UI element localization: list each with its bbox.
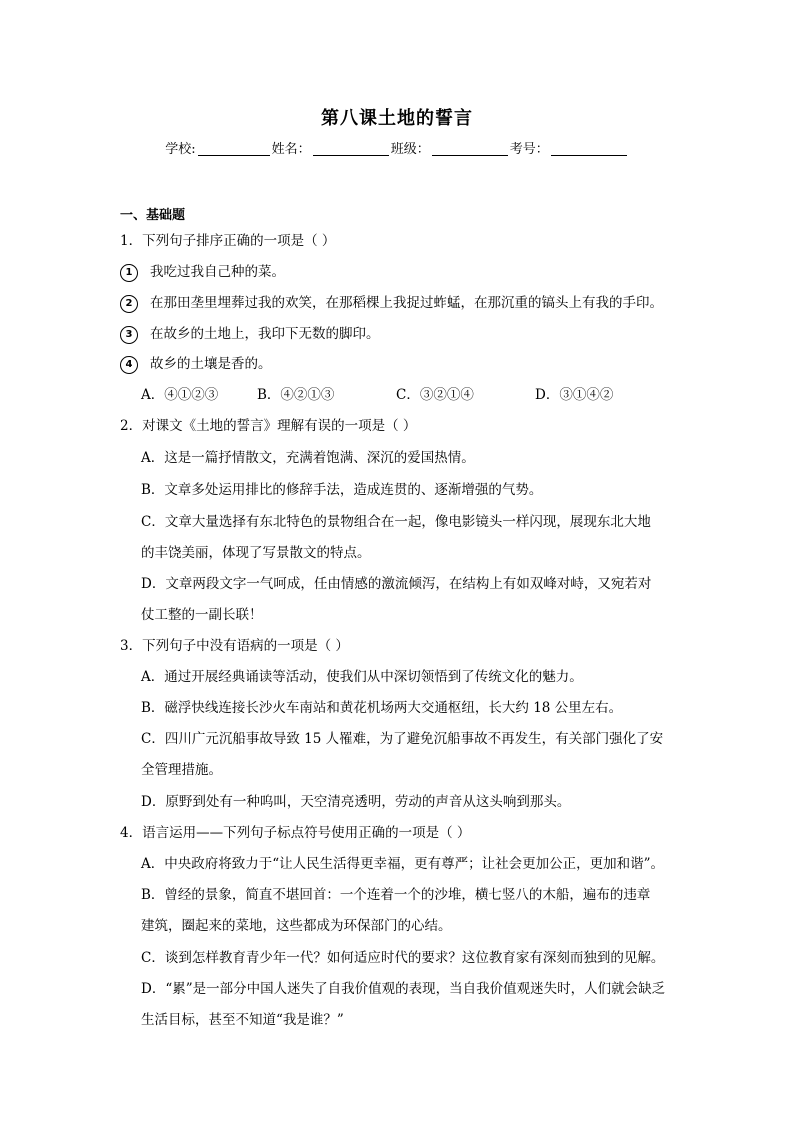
q3-option-d: D．原野到处有一种呜叫，天空清亮透明，劳动的声音从这头响到那头。	[141, 794, 571, 810]
q2-option-c-line2: 的丰饶美丽，体现了写景散文的特点。	[141, 545, 371, 561]
document-title: 第八课土地的誓言	[321, 108, 473, 129]
circled-number-icon: 4	[120, 356, 138, 374]
class-blank	[432, 141, 508, 156]
question-1-stem: 1．下列句子排序正确的一项是（ ）	[120, 233, 336, 249]
question-4-stem: 4．语言运用——下列句子标点符号使用正确的一项是（ ）	[120, 825, 471, 841]
q4-option-c: C．谈到怎样教育青少年一代？如何适应时代的要求？这位教育家有深刻而独到的见解。	[141, 950, 665, 966]
q4-option-b-line2: 建筑，圈起来的菜地，这些都成为环保部门的心结。	[141, 918, 452, 934]
q1-item-text: 在故乡的土地上，我印下无数的脚印。	[150, 326, 380, 342]
question-2-stem: 2．对课文《土地的誓言》理解有误的一项是（ ）	[120, 418, 417, 434]
number-blank	[551, 141, 627, 156]
school-label: 学校:	[165, 142, 196, 157]
q3-option-c-line2: 全管理措施。	[141, 762, 222, 778]
q1-item-4	[120, 352, 272, 374]
q3-option-c-line1: C．四川广元沉船事故导致 15 人罹难，为了避免沉船事故不再发生，有关部门强化了安	[141, 731, 664, 747]
q1-choice-b: B．④②①③	[257, 387, 335, 403]
q1-item-2	[120, 291, 663, 313]
circled-number-icon: 3	[120, 326, 138, 344]
student-info-line	[0, 138, 794, 157]
q1-choice-a: A．④①②③	[141, 387, 219, 403]
circled-number-icon: 1	[120, 264, 138, 282]
q2-option-b: B．文章多处运用排比的修辞手法，造成连贯的、逐渐增强的气势。	[141, 482, 543, 498]
name-label: 姓名：	[271, 142, 311, 157]
section-heading: 一、基础题	[120, 208, 186, 223]
q4-option-d-line2: 生活目标，甚至不知道“我是谁？”	[141, 1012, 344, 1028]
q3-option-a: A．通过开展经典诵读等活动，使我们从中深切领悟到了传统文化的魅力。	[141, 669, 583, 685]
q1-choice-d: D．③①④②	[535, 387, 614, 403]
q1-item-3	[120, 322, 380, 344]
class-label: 班级：	[390, 142, 430, 157]
q2-option-d-line2: 仗工整的一副长联！	[141, 607, 263, 623]
q1-item-1	[120, 260, 285, 282]
q1-item-text: 在那田垄里埋葬过我的欢笑，在那稻棵上我捉过蚱蜢，在那沉重的镐头上有我的手印。	[150, 295, 663, 311]
name-blank	[313, 141, 389, 156]
q1-item-text: 我吃过我自己种的菜。	[150, 264, 285, 280]
number-label: 考号：	[509, 142, 549, 157]
q1-item-text: 故乡的土壤是香的。	[150, 356, 272, 372]
q2-option-a: A．这是一篇抒情散文，充满着饱满、深沉的爱国热情。	[141, 450, 475, 466]
q4-option-b-line1: B．曾经的景象，简直不堪回首：一个连着一个的沙堆，横七竖八的木船，遍布的违章	[141, 887, 651, 903]
circled-number-icon: 2	[120, 295, 138, 313]
q2-option-c-line1: C．文章大量选择有东北特色的景物组合在一起，像电影镜头一样闪现，展现东北大地	[141, 514, 651, 530]
q3-option-b: B．磁浮快线连接长沙火车南站和黄花机场两大交通枢纽，长大约 18 公里左右。	[141, 700, 623, 716]
q4-option-d-line1: D．“累”是一部分中国人迷失了自我价值观的表现，当自我价值观迷失时，人们就会缺乏	[141, 981, 666, 997]
school-blank	[198, 141, 270, 156]
q2-option-d-line1: D．文章两段文字一气呵成，任由情感的激流倾泻，在结构上有如双峰对峙，又宛若对	[141, 576, 652, 592]
question-3-stem: 3．下列句子中没有语病的一项是（ ）	[120, 638, 349, 654]
q1-choice-c: C．③②①④	[396, 387, 474, 403]
q4-option-a: A．中央政府将致力于“让人民生活得更幸福，更有尊严；让社会更加公正，更加和谐”。	[141, 856, 665, 872]
